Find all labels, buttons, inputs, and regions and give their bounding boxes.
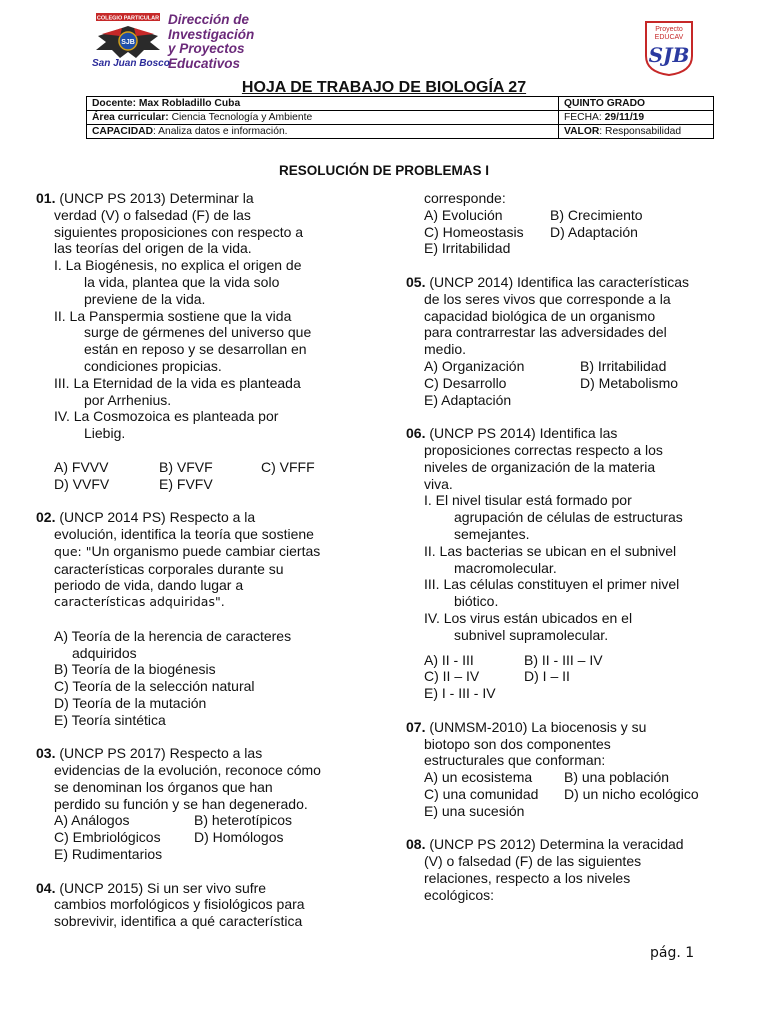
right-column xyxy=(406,190,746,903)
question-number: 08. xyxy=(406,836,426,853)
question-04-cont: corresponde: A) Evolución B) Crecimiento C) Homeostasis D) Adaptación E) Irritabilidad xyxy=(424,190,643,257)
question-02: 02. (UNCP 2014 PS) Respecto a la evolución, identifica la teoría que sostiene que: "Un organismo puede cambiar ciertas características corporales durante su periodo de vida, dando lugar a características adquiridas". A) Teoría de la herencia de caracteres adquiridos B) Teoría de la biogénesis C) Teoría de la selección natural D) Teoría de la mutación E) Teoría sintética xyxy=(36,509,321,728)
sjb-monogram: SJB xyxy=(648,43,690,67)
logo-top-text: COLEGIO PARTICULAR xyxy=(96,15,160,22)
question-number: 05. xyxy=(406,273,426,290)
question-number: 02. xyxy=(36,509,56,526)
svg-text:SJB: SJB xyxy=(121,39,135,46)
capacidad-cell: CAPACIDAD: Analiza datos e información. xyxy=(87,125,559,139)
valor-cell: VALOR: Responsabilidad xyxy=(559,125,714,139)
svg-text:Proyecto: Proyecto xyxy=(655,26,683,33)
info-table xyxy=(86,96,714,139)
question-08: 08. (UNCP PS 2012) Determina la veracidad (V) o falsedad (F) de las siguientes relaciones, respecto a los niveles ecológicos: xyxy=(406,836,684,903)
options-row: D) VVFV E) FVFV xyxy=(54,475,213,492)
question-number: 01. xyxy=(36,190,56,206)
question-number: 06. xyxy=(406,425,426,442)
page-number: pág. 1 xyxy=(650,945,695,961)
question-number: 03. xyxy=(36,745,56,762)
question-05: 05. (UNCP 2014) Identifica las características de los seres vivos que corresponde a la capacidad biológica de un organismo para contrarrestar las adversidades del medio. A) Organización B) Irritabilidad C) Desarrollo D) Metabolismo E) Adaptación xyxy=(406,273,689,408)
grado-cell: QUINTO GRADO xyxy=(559,97,714,111)
left-column xyxy=(36,190,366,930)
options-row: A) FVVV B) VFVF C) VFFF xyxy=(54,458,315,475)
question-07: 07. (UNMSM-2010) La biocenosis y su biotopo son dos componentes estructurales que conforman: A) un ecosistema B) una población C) una comunidad D) un nicho ecológico E) una sucesión xyxy=(406,718,699,819)
svg-text:EDUCAV: EDUCAV xyxy=(654,34,684,41)
school-name: San Juan Bosco xyxy=(92,58,170,69)
question-number: 07. xyxy=(406,718,426,735)
question-06: 06. (UNCP PS 2014) Identifica las proposiciones correctas respecto a los niveles de organización de la materia viva. I. El nivel tisular está formado por agrupación de células de estructuras semejantes. II. Las bacterias se ubican en el subnivel macromolecular. III. Las células constituyen el primer nivel biótico. IV. Los virus están ubicados en el subnivel supramolecular. A) II - III B) II - III – IV C) II – IV D) I – II E) I - III - IV xyxy=(406,425,683,702)
question-03: 03. (UNCP PS 2017) Respecto a las evidencias de la evolución, reconoce cómo se denominan los órganos que han perdido su función y se han degenerado. A) Análogos B) heterotípicos C) Embriológicos D) Homólogos E) Rudimentarios xyxy=(36,745,321,863)
question-number: 04. xyxy=(36,879,56,896)
area-cell: Área curricular: Ciencia Tecnología y Ambiente xyxy=(87,111,559,125)
question-04: 04. (UNCP 2015) Si un ser vivo sufre cambios morfológicos y fisiológicos para sobrevivir, identifica a qué característica xyxy=(36,879,305,930)
fecha-cell: FECHA: 29/11/19 xyxy=(559,111,714,125)
section-title: RESOLUCIÓN DE PROBLEMAS I xyxy=(278,163,489,178)
project-educav-logo xyxy=(644,20,694,76)
question-01: 01. (UNCP PS 2013) Determinar la verdad (V) o falsedad (F) de las siguientes proposiciones con respecto a las teorías del origen de la vida. I. La Biogénesis, no explica el origen de la vida, plantea que la vida solo previene de la vida. II. La Panspermia sostiene que la vida surge de gérmenes del universo que están en reposo y se desarrollan en condiciones propicias. III. La Eternidad de la vida es planteada por Arrhenius. IV. La Cosmozoica es planteada por Liebig. A) FVVV B) VFVF C) VFFF D) VVFV E) FVFV xyxy=(36,190,366,492)
docente-cell: Docente: Max Robladillo Cuba xyxy=(87,97,559,111)
worksheet-title: HOJA DE TRABAJO DE BIOLOGÍA 27 xyxy=(241,79,527,96)
direction-title: Dirección de Investigación y Proyectos Educativos xyxy=(168,12,255,71)
